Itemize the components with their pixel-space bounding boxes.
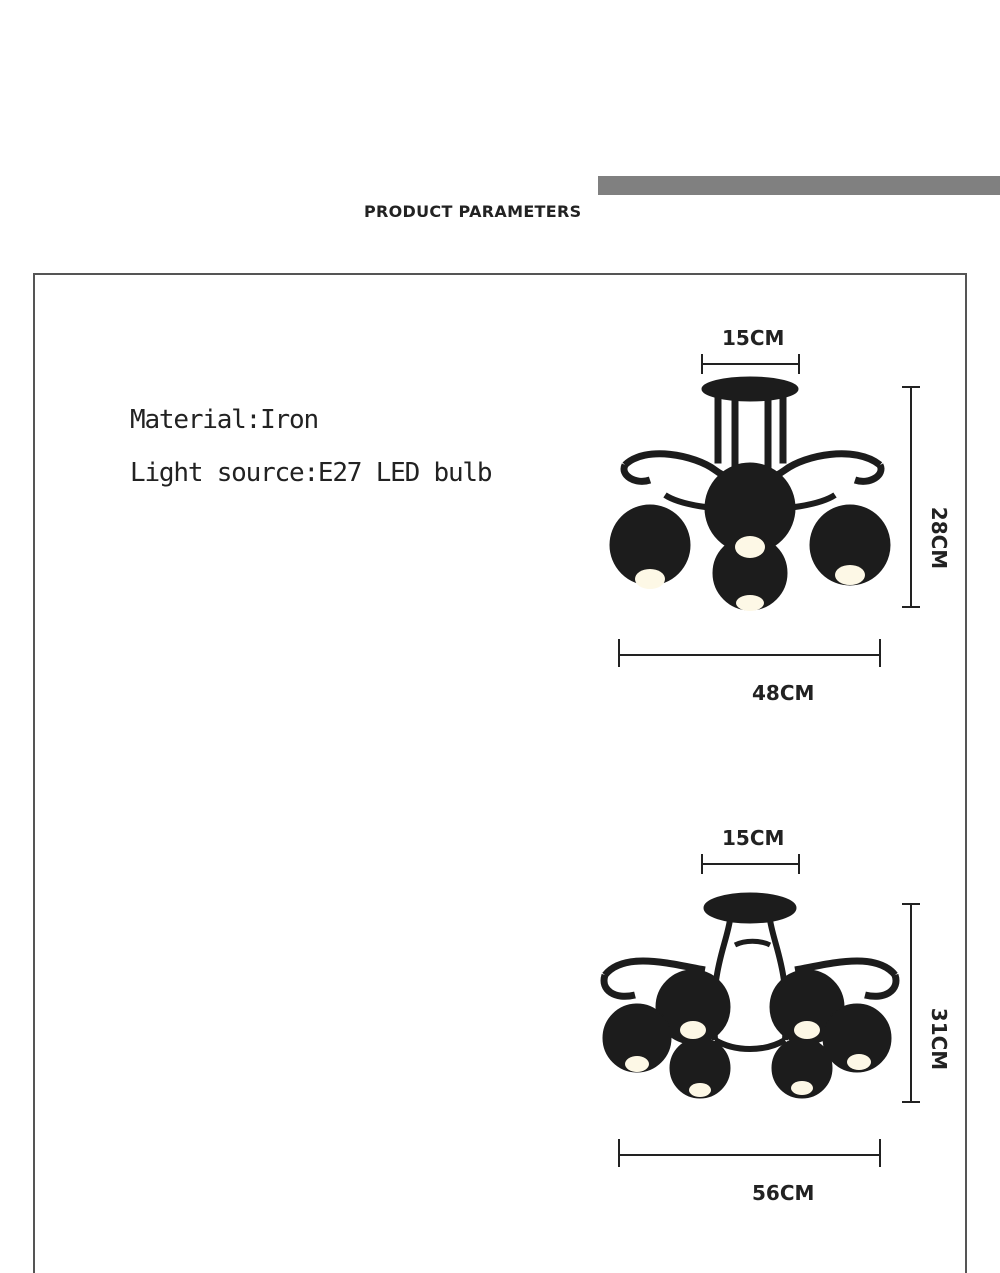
product1-width-label: 48CM (752, 681, 815, 705)
product1-height-dimension (900, 385, 924, 611)
product1-chandelier-image (605, 375, 895, 615)
material-spec: Material:Iron (130, 405, 318, 435)
product1-top-width-label: 15CM (722, 326, 785, 350)
product1-width-dimension (615, 635, 885, 671)
section-title: PRODUCT PARAMETERS (364, 202, 582, 221)
product2-height-label: 31CM (927, 1007, 952, 1071)
product2-chandelier-image (595, 890, 900, 1110)
product2-top-width-label: 15CM (722, 826, 785, 850)
product2-width-label: 56CM (752, 1181, 815, 1205)
product2-height-dimension (900, 902, 924, 1106)
product2-top-width-dimension (700, 850, 802, 880)
header-bar (598, 176, 1000, 195)
product1-height-label: 28CM (927, 506, 952, 570)
product2-width-dimension (615, 1135, 885, 1171)
light-source-spec: Light source:E27 LED bulb (130, 458, 492, 488)
